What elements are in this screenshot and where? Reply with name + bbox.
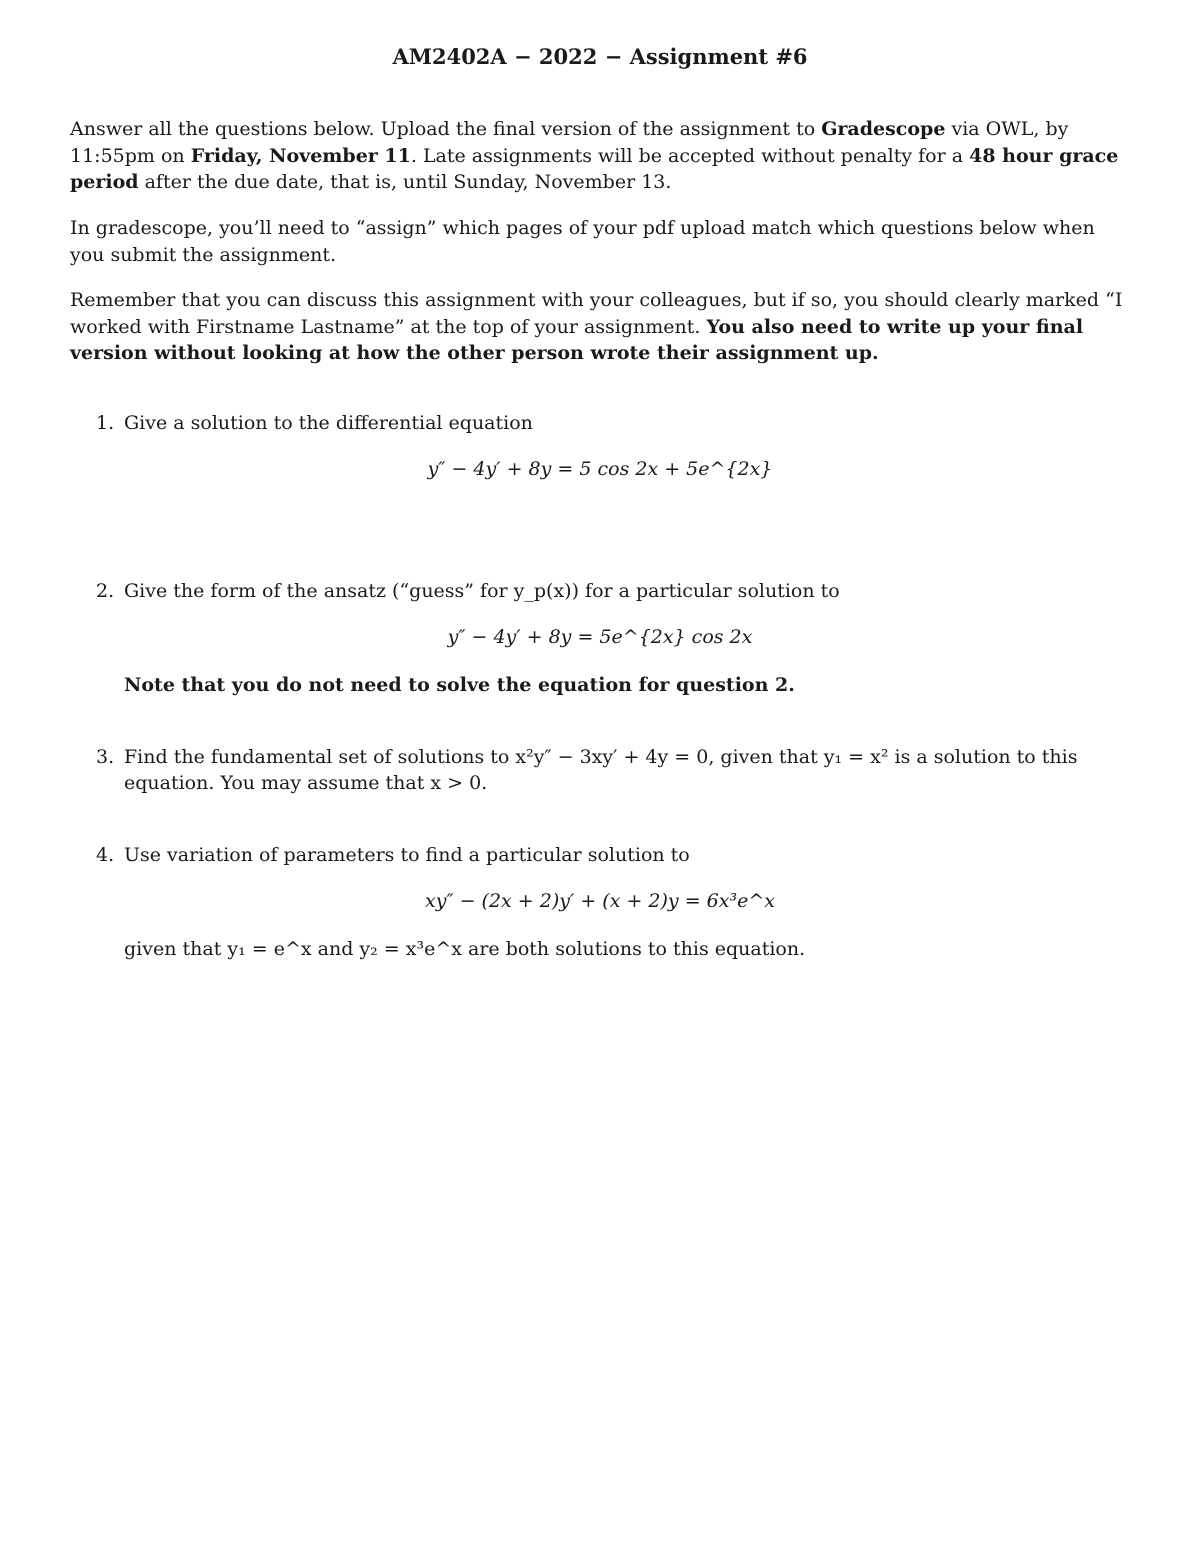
due-date-emphasis: Friday, November 11 [190,144,411,167]
question-2-equation [0,626,1200,648]
intro-text: via OWL, by 11:55pm on [70,118,1069,167]
question-1 [96,410,1130,436]
question-text: Give the form of the ansatz (“guess” for y_p(x)) for a particular solution to [124,580,840,602]
intro-text: Remember that you can discuss this assignment with your colleagues, but if so, you should clearly marked “I worked with Firstname Lastname” at the top of your assignment. [70,289,1123,338]
equation-text: y″ − 4y′ + 8y = 5 cos 2x + 5e^{2x} [427,458,773,480]
intro-paragraph-2: In gradescope, you’ll need to “assign” which pages of your pdf upload match which questions below when you submit the assignment. [70,217,1095,266]
question-4-equation [0,890,1200,912]
question-number: 3. [96,746,115,768]
page-title: AM2402A − 2022 − Assignment #6 [392,44,808,69]
question-number: 1. [96,412,115,434]
question-2-note: Note that you do not need to solve the equation for question 2. [124,674,795,696]
question-text: Give a solution to the differential equation [124,412,533,434]
intro-text: Answer all the questions below. Upload the final version of the assignment to [70,118,822,140]
gradescope-emphasis: Gradescope [821,118,946,140]
question-number: 4. [96,844,115,866]
grace-period-emphasis: 48 hour grace period [70,144,1119,193]
question-4-followup: given that y₁ = e^x and y₂ = x³e^x are both solutions to this equation. [124,938,806,960]
question-number: 2. [96,580,115,602]
intro-text: . Late assignments will be accepted without penalty for a [410,144,970,167]
intro-paragraph-3 [70,287,1130,367]
question-text: Use variation of parameters to find a particular solution to [124,844,690,866]
question-text: Find the fundamental set of solutions to x²y″ − 3xy′ + 4y = 0, given that y₁ = x² is a solution to this equation. You may assume that x > 0. [124,746,1078,794]
question-1-equation [0,458,1200,480]
question-4 [96,842,1130,868]
question-2 [96,578,1130,604]
equation-text: xy″ − (2x + 2)y′ + (x + 2)y = 6x³e^x [425,890,775,912]
honesty-emphasis: You also need to write up your final version without looking at how the other person wrote their assignment up. [70,315,1084,364]
question-3 [96,744,1130,794]
intro-text: after the due date, that is, until Sunday, November 13. [138,171,672,193]
intro-paragraph-1 [70,116,1130,196]
equation-text: y″ − 4y′ + 8y = 5e^{2x} cos 2x [447,626,753,648]
